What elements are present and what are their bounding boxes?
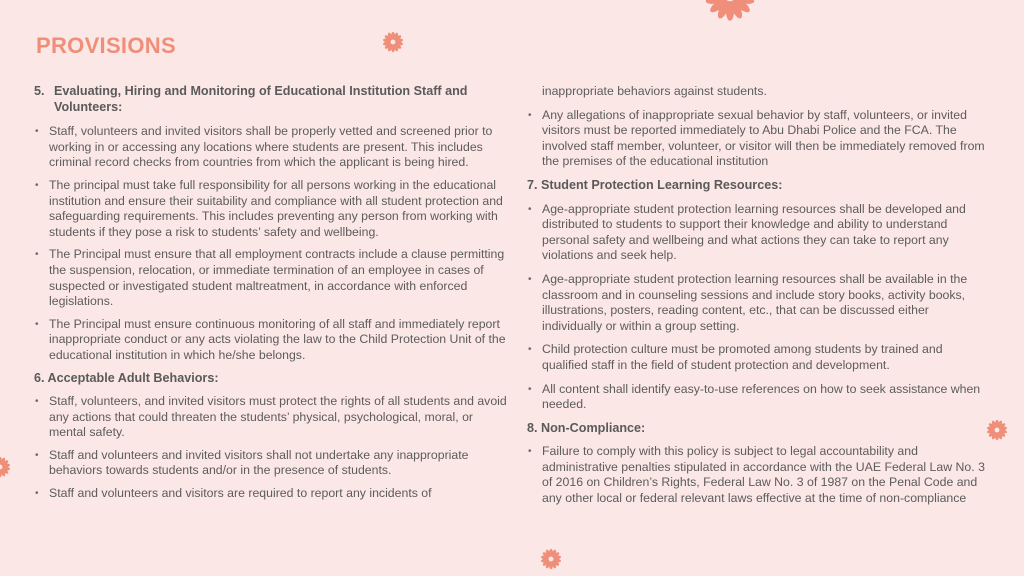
section-5-heading [34, 84, 510, 115]
list-item: • Staff, volunteers, and invited visitors must protect the rights of all students and avoid any actions that could threaten the students’ physical, psychological, moral, or mental safety. [34, 394, 510, 441]
flower-decoration-left-edge [0, 453, 14, 481]
right-column [527, 84, 991, 507]
list-item: • Child protection culture must be promoted among students by trained and qualified staff in the field of student protection and development. [527, 342, 991, 373]
section-5-title: Evaluating, Hiring and Monitoring of Educational Institution Staff and Volunteers: [54, 84, 468, 114]
continued-text: inappropriate behaviors against students. [542, 84, 767, 98]
flower-center [390, 39, 396, 45]
section-5-number: 5. [34, 84, 45, 98]
section-6-title: 6. Acceptable Adult Behaviors: [34, 370, 219, 385]
flower-center [548, 556, 554, 562]
flower-center [0, 464, 3, 470]
list-item: • Staff, volunteers and invited visitors shall be properly vetted and screened prior to working in or accessing any locations where students are present. This includes criminal record checks from countries from which the applicant is being hired. [34, 124, 510, 171]
list-item: • Age-appropriate student protection learning resources shall be developed and distributed to students to support their knowledge and ability to understand personal safety and wellbeing and what actions they can take to report any violations and seek help. [527, 202, 991, 264]
list-item: • Staff and volunteers and invited visitors shall not undertake any inappropriate behaviors towards students and/or in the presence of students. [34, 448, 510, 479]
page-title: PROVISIONS [36, 33, 176, 58]
list-item: • Age-appropriate student protection learning resources shall be available in the classroom and in counseling sessions and include story books, activity books, illustrations, posters, reading content, etc., that can be discussed either individually or within a group setting. [527, 272, 991, 334]
flower-decoration-top-center [697, 0, 763, 30]
list-item: • All content shall identify easy-to-use references on how to seek assistance when needed. [527, 382, 991, 413]
section-8-title: 8. Non-Compliance: [527, 420, 646, 435]
section-7-title: 7. Student Protection Learning Resources: [527, 177, 783, 192]
list-item: • The principal must take full responsibility for all persons working in the educational institution and ensure their suitability and compliance with all student protection and safeguarding requirements. This includes preventing any person from working with students if they pose a risk to students’ safety and wellbeing. [34, 178, 510, 240]
left-column [34, 84, 510, 502]
list-item: • Failure to comply with this policy is subject to legal accountability and administrative penalties stipulated in accordance with the UAE Federal Law No. 3 of 2016 on Children’s Rights, Federal Law No. 3 of 1987 on the Penal Code and any other local or federal relevant laws effective at the time of non-compliance [527, 444, 991, 506]
flower-decoration-small-top [379, 28, 407, 56]
list-item: • The Principal must ensure that all employment contracts include a clause permitting the suspension, relocation, or immediate termination of an employee in cases of suspected or investigated student maltreatment, in accordance with enforced legislations. [34, 247, 510, 309]
flower-center [994, 427, 1000, 433]
list-item: • The Principal must ensure continuous monitoring of all staff and immediately report inappropriate conduct or any acts violating the law to the Child Protection Unit of the educational institution in which he/she belongs. [34, 317, 510, 364]
list-item: • Staff and volunteers and visitors are required to report any incidents of [34, 486, 510, 502]
flower-center [723, 0, 737, 3]
list-item: • Any allegations of inappropriate sexual behavior by staff, volunteers, or invited visitors must be reported immediately to Abu Dhabi Police and the FCA. The involved staff member, volunteer, or visitor will then be immediately removed from the premises of the educational institution [527, 108, 991, 170]
flower-decoration-bottom [537, 545, 565, 573]
